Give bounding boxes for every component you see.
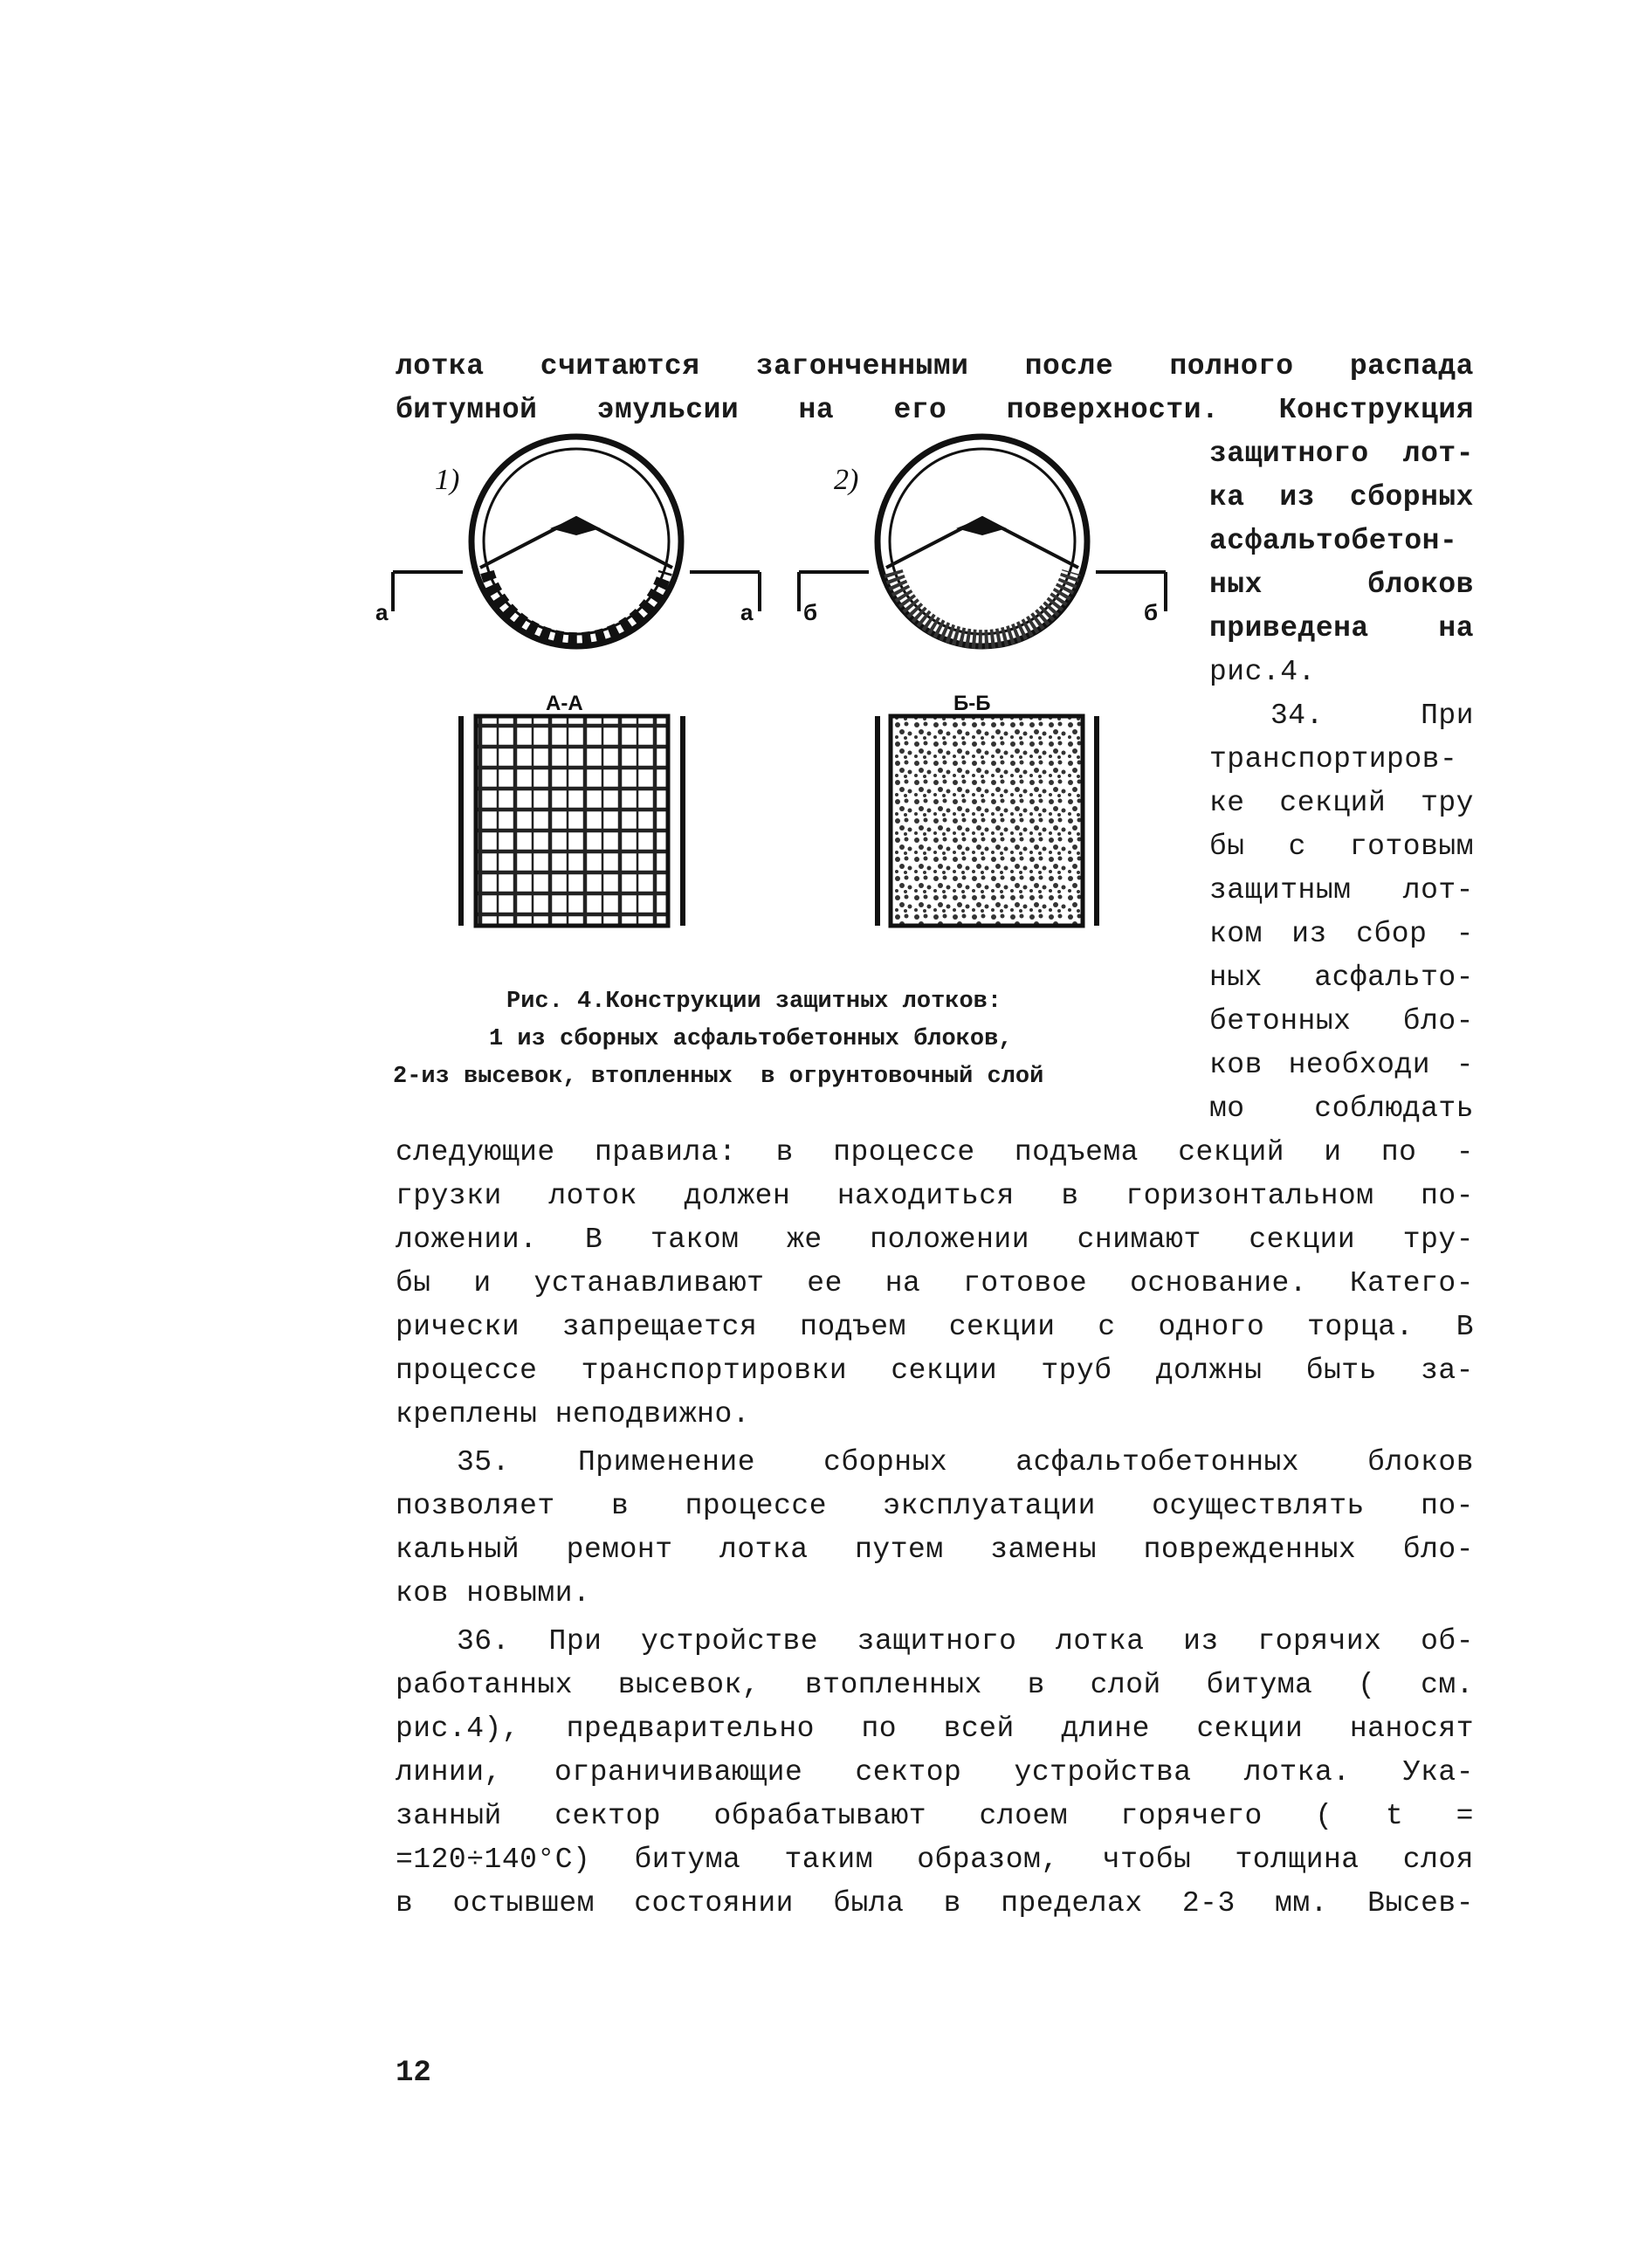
body-text-line: 35. Применение сборных асфальтобетонных блоков (457, 1446, 1474, 1479)
body-text-line: работанных высевок, втопленных в слой битума ( см. (396, 1669, 1474, 1701)
side-text-line: бетонных бло- (1209, 1005, 1474, 1037)
page-number: 12 (396, 2057, 431, 2090)
side-text-line: защитным лот- (1209, 874, 1474, 906)
section-label-bb: Б-Б (953, 692, 991, 715)
side-text-line: ных асфальто- (1209, 962, 1474, 994)
body-text-line: процессе транспортировки секции труб должны быть за- (396, 1355, 1474, 1387)
side-text-line: ка из сборных (1209, 481, 1474, 514)
figure-caption-line: 1 из сборных асфальтобетонных блоков, (489, 1026, 1013, 1052)
section-label-aa: А-А (546, 692, 583, 715)
side-text-line: 34. При (1270, 700, 1474, 732)
side-text-line: транспортиров- (1209, 743, 1458, 775)
side-text-line: приведена на (1209, 612, 1474, 645)
section-mark-a-left: а (375, 599, 389, 625)
figure-caption-line: Рис. 4.Конструкции защитных лотков: (506, 989, 1002, 1015)
section-bb-plan (878, 716, 1097, 926)
section-aa-plan (461, 716, 683, 926)
side-text-line: бы с готовым (1209, 831, 1474, 863)
side-text-line: ных блоков (1209, 569, 1474, 601)
body-text-line: рис.4), предварительно по всей длине секции наносят (396, 1713, 1474, 1745)
body-text-line: креплены неподвижно. (396, 1398, 751, 1430)
side-text-line: ком из сбор - (1209, 918, 1474, 950)
body-text-line: линии, ограничивающие сектор устройства лотка. Ука- (396, 1756, 1474, 1789)
side-text-line: мо соблюдать (1209, 1093, 1474, 1125)
side-text-line: асфальтобетон- (1209, 525, 1458, 557)
body-text-line: позволяет в процессе эксплуатации осуществлять по- (396, 1490, 1474, 1522)
body-text-line: рически запрещается подъем секции с одного торца. В (396, 1311, 1474, 1343)
side-text-line: ков необходи - (1209, 1049, 1474, 1081)
section-mark-a-right: а (740, 599, 754, 625)
body-text-line: 36. При устройстве защитного лотка из горячих об- (457, 1625, 1474, 1658)
body-text-line: бы и устанавливают ее на готовое основание. Катего- (396, 1267, 1474, 1299)
section-mark-b-right: б (1144, 599, 1159, 625)
body-text-line: ков новыми. (396, 1577, 591, 1610)
figure-4 (375, 432, 1187, 961)
text-line: битумной эмульсии на его поверхности. Конструкция (396, 394, 1474, 426)
side-text-line: защитного лот- (1209, 438, 1474, 470)
body-text-line: грузки лоток должен находиться в горизонтальном по- (396, 1180, 1474, 1212)
body-text-line: занный сектор обрабатывают слоем горячего ( t = (396, 1800, 1474, 1832)
figure-label-2: 2) (834, 464, 859, 496)
body-text-line: ложении. В таком же положении снимают секции тру- (396, 1224, 1474, 1256)
side-text-line: ке секций тру (1209, 787, 1474, 819)
body-text-line: =120÷140°С) битума таким образом, чтобы толщина слоя (396, 1844, 1474, 1876)
side-text-line: рис.4. (1209, 656, 1316, 688)
section-mark-b-left: б (803, 599, 818, 625)
body-text-line: в остывшем состоянии была в пределах 2-3 мм. Высев- (396, 1887, 1474, 1920)
tray-construction-drawing (375, 432, 1187, 956)
text-line: лотка считаются загонченными после полного распада (396, 350, 1474, 383)
figure-label-1: 1) (435, 464, 460, 496)
figure-caption-line: 2-из высевок, втопленных в огрунтовочный слой (393, 1064, 1044, 1090)
body-text-line: кальный ремонт лотка путем замены поврежденных бло- (396, 1534, 1474, 1566)
body-text-line: следующие правила: в процессе подъема секций и по - (396, 1136, 1474, 1168)
